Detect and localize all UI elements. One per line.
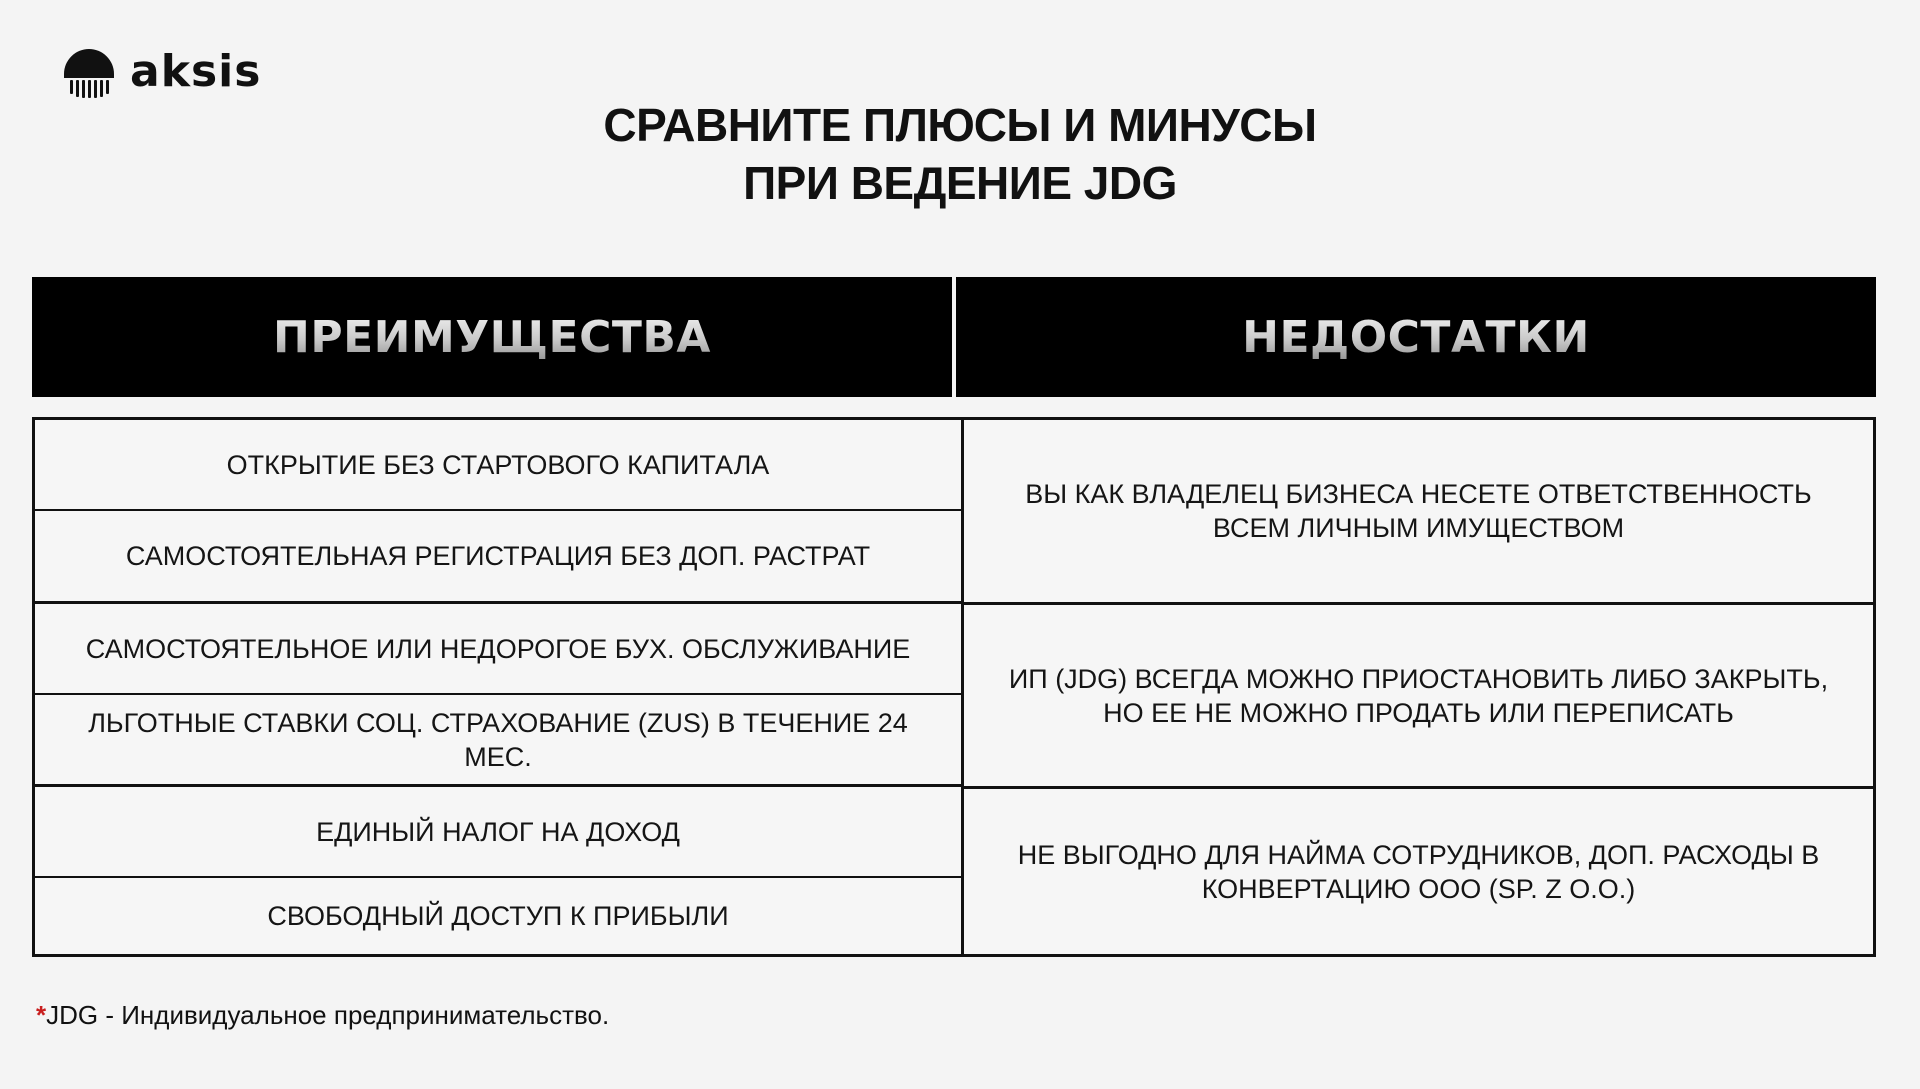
- footnote-text: JDG - Индивидуальное предпринимательство.: [46, 1000, 610, 1030]
- advantages-header-label: ПРЕИМУЩЕСТВА: [273, 311, 711, 363]
- comparison-header: [32, 277, 1876, 397]
- advantages-header: [32, 277, 952, 397]
- disadvantage-line: ИП (JDG) ВСЕГДА МОЖНО ПРИОСТАНОВИТЬ ЛИБО ЗАКРЫТЬ,: [1008, 663, 1829, 694]
- disadvantages-column: [964, 420, 1873, 954]
- advantages-column: [35, 420, 964, 954]
- aksis-logo-icon: [62, 44, 116, 100]
- footnote-marker: *: [36, 1000, 47, 1030]
- advantage-item: ОТКРЫТИЕ БЕЗ СТАРТОВОГО КАПИТАЛА: [35, 420, 961, 511]
- page-title-line-2: ПРИ ВЕДЕНИЕ JDG: [743, 157, 1177, 209]
- comparison-table: [32, 417, 1876, 957]
- disadvantage-line: КОНВЕРТАЦИЮ ООО (SP. Z O.O.): [1201, 873, 1636, 904]
- brand-name: aksis: [130, 46, 262, 97]
- brand-logo: [62, 44, 261, 100]
- advantage-item: ЛЬГОТНЫЕ СТАВКИ СОЦ. СТРАХОВАНИЕ (ZUS) В ТЕЧЕНИЕ 24 МЕС.: [35, 695, 961, 786]
- page-title: [0, 96, 1920, 212]
- disadvantage-line: ВЫ КАК ВЛАДЕЛЕЦ БИЗНЕСА НЕСЕТЕ ОТВЕТСТВЕННОСТЬ: [1025, 479, 1812, 509]
- disadvantage-line: НЕ ВЫГОДНО ДЛЯ НАЙМА СОТРУДНИКОВ, ДОП. РАСХОДЫ В: [1017, 839, 1820, 870]
- advantage-item: САМОСТОЯТЕЛЬНАЯ РЕГИСТРАЦИЯ БЕЗ ДОП. РАСТРАТ: [35, 511, 961, 603]
- disadvantage-line: ВСЕМ ЛИЧНЫМ ИМУЩЕСТВОМ: [1212, 513, 1625, 543]
- disadvantage-item: [964, 605, 1873, 789]
- disadvantage-line: НО ЕЕ НЕ МОЖНО ПРОДАТЬ ИЛИ ПЕРЕПИСАТЬ: [1103, 697, 1734, 728]
- page-title-line-1: СРАВНИТЕ ПЛЮСЫ И МИНУСЫ: [603, 99, 1317, 151]
- footnote: [36, 1000, 609, 1031]
- advantage-item: ЕДИНЫЙ НАЛОГ НА ДОХОД: [35, 787, 961, 878]
- advantage-item: СВОБОДНЫЙ ДОСТУП К ПРИБЫЛИ: [267, 901, 729, 932]
- disadvantages-header: [956, 277, 1876, 397]
- disadvantage-item: [964, 789, 1873, 954]
- advantage-item: САМОСТОЯТЕЛЬНОЕ ИЛИ НЕДОРОГОЕ БУХ. ОБСЛУЖИВАНИЕ: [35, 604, 961, 695]
- disadvantages-header-label: НЕДОСТАТКИ: [1242, 311, 1590, 363]
- disadvantage-item: [964, 420, 1873, 605]
